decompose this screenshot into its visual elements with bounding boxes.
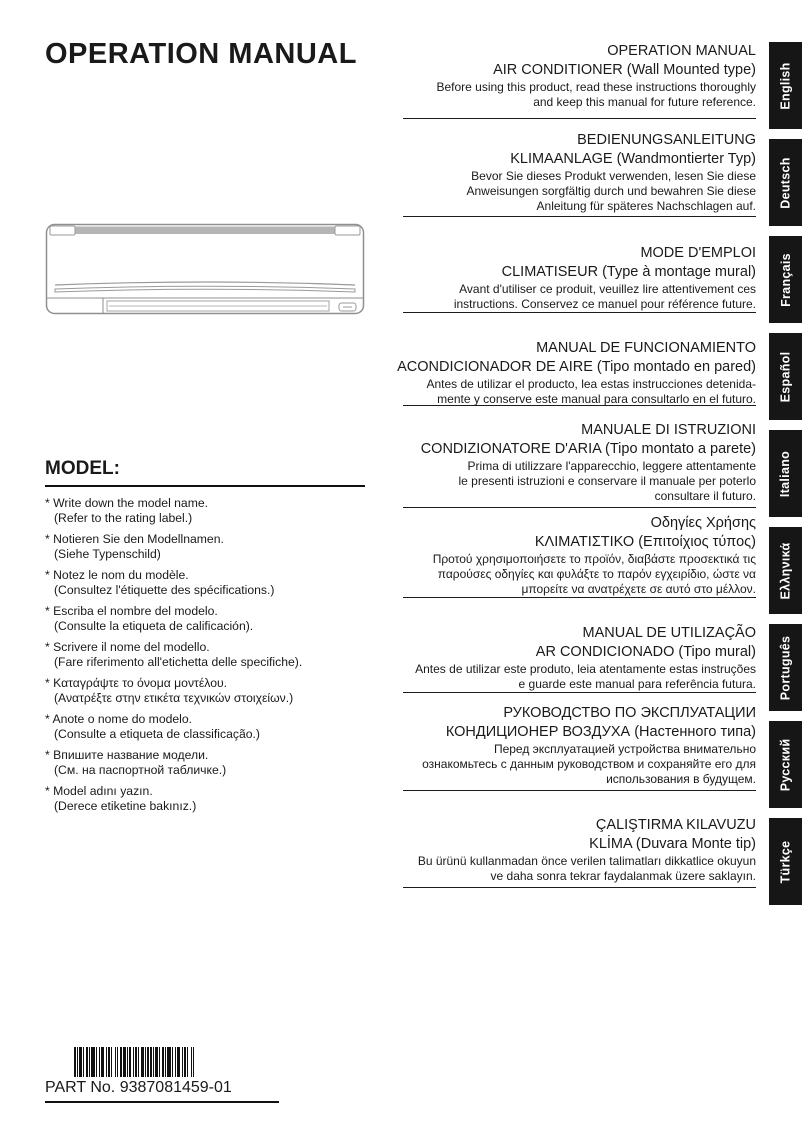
model-note [45, 640, 365, 670]
section-desc-line: and keep this manual for future reference. [533, 95, 756, 109]
model-note [45, 604, 365, 634]
model-note-text: * Notieren Sie den Modellnamen. [45, 532, 224, 546]
lang-section-ellinika [403, 514, 756, 598]
model-note [45, 532, 365, 562]
section-desc-line: Avant d'utiliser ce produit, veuillez lire attentivement ces [459, 282, 756, 296]
model-note-sub: (Refer to the rating label.) [54, 511, 193, 525]
section-subtitle: ACONDICIONADOR DE AIRE (Tipo montado en pared) [397, 359, 756, 375]
lang-section-turkce [403, 816, 756, 888]
section-subtitle: CLIMATISEUR (Type à montage mural) [501, 264, 756, 280]
section-subtitle: AIR CONDITIONER (Wall Mounted type) [493, 62, 756, 78]
section-desc-line: Prima di utilizzare l'apparecchio, leggere attentamente [467, 459, 756, 473]
model-note-text: * Scrivere il nome del modello. [45, 640, 210, 654]
page-title: OPERATION MANUAL [45, 38, 357, 70]
section-subtitle: CONDIZIONATORE D'ARIA (Tipo montato a parete) [420, 441, 756, 457]
section-title: РУКОВОДСТВО ПО ЭКСПЛУАТАЦИИ [503, 705, 756, 721]
section-title: MANUAL DE FUNCIONAMIENTO [536, 340, 756, 356]
model-note [45, 748, 365, 778]
model-note [45, 676, 365, 706]
section-desc-line: mente y conserve este manual para consultarlo en el futuro. [437, 392, 756, 406]
lang-section-deutsch [403, 131, 756, 217]
section-desc-line: ознакомьтесь с данным руководством и сохраняйте его для [422, 757, 756, 771]
air-conditioner-illustration [45, 222, 365, 320]
section-desc-line: Antes de utilizar el producto, lea estas instrucciones detenida- [426, 377, 756, 391]
model-note [45, 712, 365, 742]
section-title: Οδηγίες Χρήσης [650, 515, 756, 531]
section-subtitle: KLIMAANLAGE (Wandmontierter Typ) [510, 151, 756, 167]
section-desc-line: μπορείτε να ανατρέχετε σε αυτό στο μέλλον. [521, 582, 756, 596]
section-subtitle: KLİMA (Duvara Monte tip) [589, 836, 756, 852]
section-desc-line: Antes de utilizar este produto, leia atentamente estas instruções [415, 662, 756, 676]
model-note [45, 568, 365, 598]
model-note-sub: (Siehe Typenschild) [54, 547, 161, 561]
model-note-text: * Anote o nome do modelo. [45, 712, 193, 726]
lang-section-russkiy [403, 704, 756, 791]
lang-section-portugues [403, 624, 756, 693]
section-desc-line: использования в будущем. [606, 772, 756, 786]
section-title: OPERATION MANUAL [607, 43, 756, 59]
model-block [45, 458, 365, 820]
section-title: MODE D'EMPLOI [640, 245, 756, 261]
lang-section-francais [403, 244, 756, 313]
section-title: BEDIENUNGSANLEITUNG [577, 132, 756, 148]
lang-tab-turkce: Türkçe [769, 818, 802, 905]
model-note-text: * Model adını yazın. [45, 784, 153, 798]
model-heading: MODEL: [45, 458, 365, 487]
section-desc-line: le presenti istruzioni e conservare il manuale per poterlo [458, 474, 756, 488]
section-desc-line: e guarde este manual para referência futura. [518, 677, 756, 691]
lang-tab-english: English [769, 42, 802, 129]
lang-tab-ellinika: Ελληνικά [769, 527, 802, 614]
section-desc-line: Anleitung für späteres Nachschlagen auf. [536, 199, 756, 213]
model-note-sub: (Derece etiketine bakınız.) [54, 799, 197, 813]
section-desc-line: παρούσες οδηγίες και φυλάξτε το παρόν εγχειρίδιο, ώστε να [437, 567, 756, 581]
lang-section-espanol [397, 339, 756, 406]
model-note-sub: (Consultez l'étiquette des spécifications.) [54, 583, 275, 597]
section-desc-line: Bevor Sie dieses Produkt verwenden, lesen Sie diese [471, 169, 756, 183]
section-desc-line: Anweisungen sorgfältig durch und bewahren Sie diese [466, 184, 756, 198]
model-note-sub: (Consulte la etiqueta de calificación). [54, 619, 254, 633]
barcode [74, 1047, 194, 1077]
section-desc-line: instructions. Conservez ce manuel pour référence future. [453, 297, 756, 311]
model-note-sub: (Ανατρέξτε στην ετικέτα τεχνικών στοιχείων.) [54, 691, 294, 705]
section-title: MANUAL DE UTILIZAÇÃO [582, 625, 756, 641]
lang-tab-italiano: Italiano [769, 430, 802, 517]
lang-tab-espanol: Español [769, 333, 802, 420]
section-subtitle: AR CONDICIONADO (Tipo mural) [535, 644, 756, 660]
lang-tab-russkiy: Русский [769, 721, 802, 808]
model-note [45, 784, 365, 814]
model-note [45, 496, 365, 526]
part-number: PART No. 9387081459-01 [45, 1079, 232, 1096]
lang-tab-deutsch: Deutsch [769, 139, 802, 226]
section-title: ÇALIŞTIRMA KILAVUZU [595, 817, 756, 833]
model-note-text: * Καταγράψτε το όνομα μοντέλου. [45, 676, 228, 690]
section-desc-line: Перед эксплуатацией устройства внимательно [493, 742, 756, 756]
section-desc-line: Προτού χρησιμοποιήσετε το προϊόν, διαβάστε προσεκτικά τις [432, 552, 756, 566]
section-desc-line: ve daha sonra tekrar faydalanmak üzere saklayın. [490, 869, 756, 883]
model-note-sub: (См. на паспортной табличке.) [54, 763, 227, 777]
model-note-text: * Write down the model name. [45, 496, 209, 510]
section-subtitle: КОНДИЦИОНЕР ВОЗДУХА (Настенного типа) [445, 724, 756, 740]
model-note-sub: (Fare riferimento all'etichetta delle specifiche). [54, 655, 303, 669]
lang-section-italiano [403, 421, 756, 508]
lang-section-english [403, 42, 756, 119]
section-title: MANUALE DI ISTRUZIONI [581, 422, 756, 438]
section-desc-line: consultare il futuro. [654, 489, 756, 503]
model-note-text: * Notez le nom du modèle. [45, 568, 189, 582]
model-note-text: * Escriba el nombre del modelo. [45, 604, 218, 618]
section-subtitle: ΚΛΙΜΑΤΙΣΤΙΚΟ (Επιτοίχιος τύπος) [534, 534, 756, 550]
model-note-sub: (Consulte a etiqueta de classificação.) [54, 727, 260, 741]
part-number-block [45, 1047, 279, 1103]
lang-tab-francais: Français [769, 236, 802, 323]
model-notes-list [45, 496, 365, 814]
lang-tab-portugues: Português [769, 624, 802, 711]
model-note-text: * Впишите название модели. [45, 748, 209, 762]
section-desc-line: Bu ürünü kullanmadan önce verilen talimatları dikkatlice okuyun [417, 854, 756, 868]
section-desc-line: Before using this product, read these instructions thoroughly [436, 80, 756, 94]
